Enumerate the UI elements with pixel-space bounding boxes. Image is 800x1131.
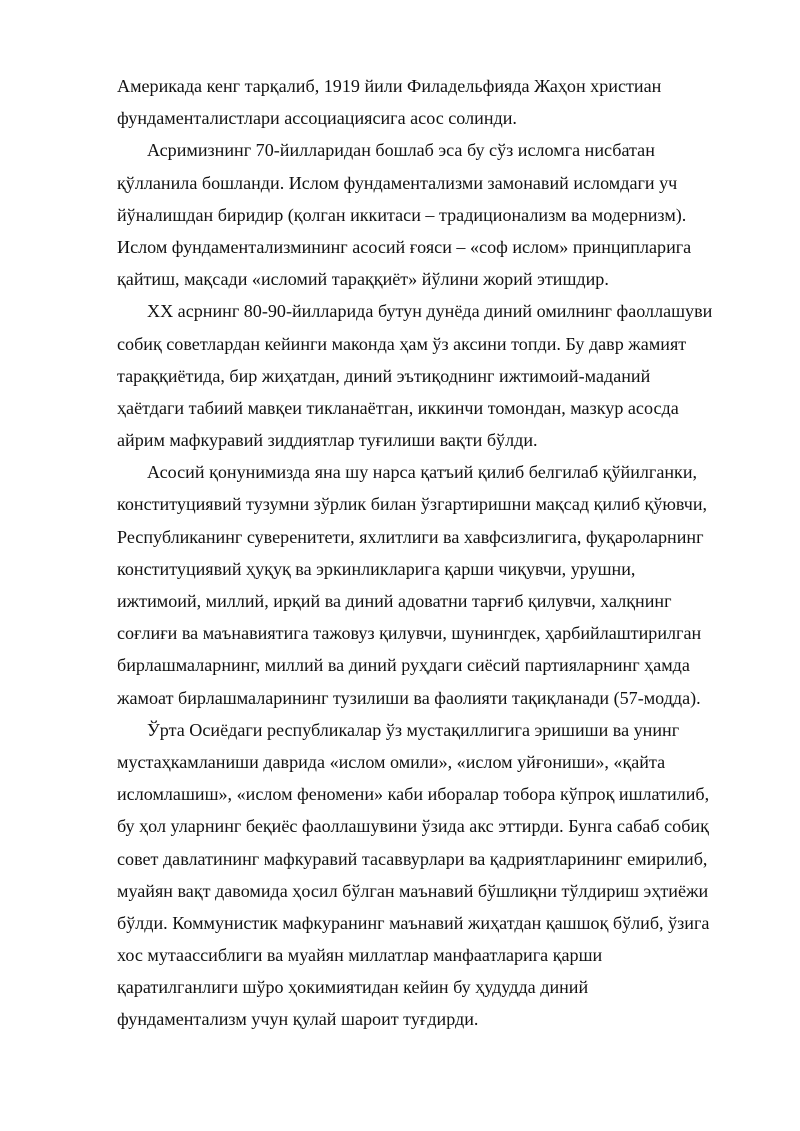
text-line: совет давлатининг мафкуравий тасаввурлари ва қадриятларининг емирилиб, bbox=[117, 848, 708, 869]
paragraph bbox=[117, 456, 733, 714]
paragraph bbox=[117, 70, 733, 134]
text-line: Асосий қонунимизда яна шу нарса қатъий қилиб белгилаб қўйилганки, bbox=[147, 462, 698, 483]
text-line: Республиканинг суверенитети, яхлитлиги ва хавфсизлигига, фуқароларнинг bbox=[117, 526, 704, 547]
text-line: фундаменталистлари ассоциациясига асос солинди. bbox=[117, 108, 517, 129]
text-line: жамоат бирлашмаларининг тузилиши ва фаолияти тақиқланади (57-модда). bbox=[117, 687, 701, 708]
paragraph bbox=[117, 714, 733, 1036]
text-line: исломлашиш», «ислом феномени» каби иборалар тобора кўпроқ ишлатилиб, bbox=[117, 784, 710, 805]
text-line: айрим мафкуравий зиддиятлар туғилиши вақти бўлди. bbox=[117, 430, 538, 451]
text-line: Асримизнинг 70-йилларидан бошлаб эса бу сўз исломга нисбатан bbox=[147, 140, 655, 161]
text-line: бўлди. Коммунистик мафкуранинг маънавий жиҳатдан қашшоқ бўлиб, ўзига bbox=[117, 912, 710, 933]
text-line: Америкада кенг тарқалиб, 1919 йили Филадельфияда Жаҳон христиан bbox=[117, 76, 662, 96]
paragraph bbox=[117, 295, 733, 456]
text-line: Ўрта Осиёдаги республикалар ўз мустақиллигига эришиши ва унинг bbox=[147, 719, 680, 740]
text-line: бу ҳол уларнинг беқиёс фаоллашувини ўзида акс эттирди. Бунга сабаб собиқ bbox=[117, 816, 709, 837]
text-line: қайтиш, мақсади «исломий тараққиёт» йўлини жорий этишдир. bbox=[117, 269, 609, 290]
text-line: соғлиғи ва маънавиятига тажовуз қилувчи, шунингдек, ҳарбийлаштирилган bbox=[117, 623, 702, 644]
paragraph bbox=[117, 134, 733, 295]
text-line: конституциявий ҳуқуқ ва эркинликларига қарши чиқувчи, урушни, bbox=[117, 558, 636, 579]
text-line: тараққиётида, бир жиҳатдан, диний эътиқоднинг ижтимоий-маданий bbox=[117, 365, 651, 386]
text-line: фундаментализм учун қулай шароит туғдирди. bbox=[117, 1009, 479, 1030]
text-line: XX асрнинг 80-90-йилларида бутун дунёда диний омилнинг фаоллашуви bbox=[147, 301, 713, 322]
text-line: Ислом фундаментализмининг асосий ғояси – «соф ислом» принципларига bbox=[117, 236, 692, 257]
text-line: бирлашмаларнинг, миллий ва диний руҳдаги сиёсий партияларнинг ҳамда bbox=[117, 655, 690, 676]
text-line: ҳаётдаги табиий мавқеи тикланаётган, иккинчи томондан, мазкур асосда bbox=[117, 397, 679, 418]
text-line: қўлланила бошланди. Ислом фундаментализми замонавий исломдаги уч bbox=[117, 172, 678, 193]
text-line: собиқ советлардан кейинги маконда ҳам ўз аксини топди. Бу давр жамият bbox=[117, 333, 687, 354]
text-line: конституциявий тузумни зўрлик билан ўзгартиришни мақсад қилиб қўювчи, bbox=[117, 494, 708, 515]
text-line: қаратилганлиги шўро ҳокимиятидан кейин бу ҳудудда диний bbox=[117, 977, 589, 998]
text-line: ижтимоий, миллий, ирқий ва диний адоватни тарғиб қилувчи, халқнинг bbox=[117, 591, 672, 611]
text-line: муайян вақт давомида ҳосил бўлган маънавий бўшлиқни тўлдириш эҳтиёжи bbox=[117, 880, 709, 901]
text-line: хос мутаассиблиги ва муайян миллатлар манфаатларига қарши bbox=[117, 945, 603, 966]
text-line: йўналишдан биридир (қолган иккитаси – традиционализм ва модернизм). bbox=[117, 204, 687, 225]
text-line: мустаҳкамланиши даврида «ислом омили», «ислом уйғониши», «қайта bbox=[117, 751, 666, 772]
body-text bbox=[117, 70, 733, 1036]
